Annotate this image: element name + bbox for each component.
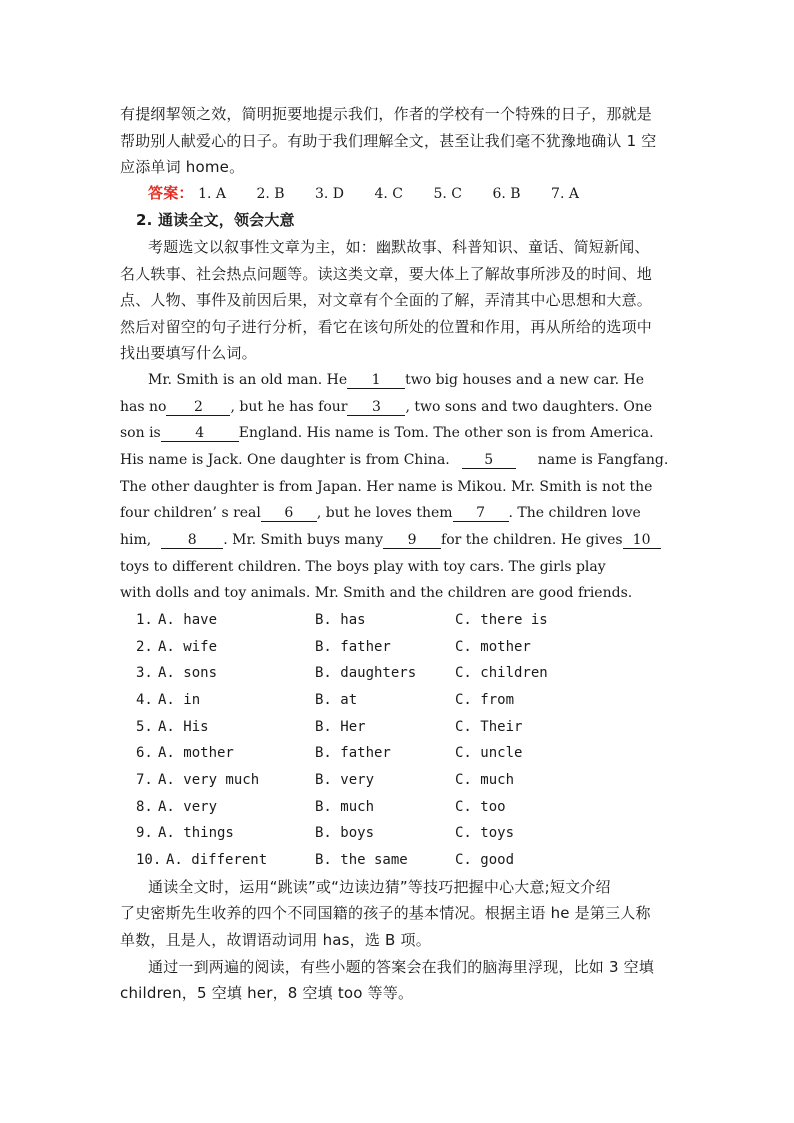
passage-text: for the children. He gives — [441, 532, 623, 548]
option-number: 9. — [136, 825, 153, 841]
option-a: A. things — [158, 825, 234, 841]
option-b: B. boys — [315, 825, 375, 841]
option-b: B. father — [315, 745, 391, 761]
option-a: A. in — [158, 692, 201, 708]
passage-line-2 — [120, 397, 676, 417]
option-c: C. children — [455, 665, 548, 681]
option-c: C. there is — [455, 612, 548, 628]
option-row — [136, 770, 696, 790]
option-row — [136, 663, 696, 683]
answer-item: 7. A — [551, 186, 579, 202]
option-number: 1. — [136, 612, 153, 628]
passage-text: him, — [120, 532, 152, 548]
passage-text: Mr. Smith is an old man. He — [148, 372, 348, 388]
intro-line-1: 有提纲挈领之效，简明扼要地提示我们，作者的学校有一个特殊的日子，那就是 — [120, 105, 653, 123]
passage-text: name is Fangfang. — [537, 452, 669, 468]
passage-text: . Mr. Smith buys many — [223, 532, 384, 548]
option-b: B. the same — [315, 852, 408, 868]
intro-line-3: 应添单词 home。 — [120, 158, 245, 176]
option-a: A. different — [166, 852, 268, 868]
option-number: 3. — [136, 665, 153, 681]
option-row — [136, 637, 696, 657]
option-row — [136, 717, 696, 737]
option-b: B. has — [315, 612, 366, 628]
option-b: B. Her — [315, 719, 366, 735]
section-para-line: 名人轶事、社会热点问题等。读这类文章，要大体上了解故事所涉及的时间、地 — [120, 265, 653, 283]
passage-text: England. His name is Tom. The other son is from America. — [238, 425, 654, 441]
option-row — [136, 850, 696, 870]
passage-text: two big houses and a new car. He — [405, 372, 645, 388]
option-number: 5. — [136, 719, 153, 735]
passage-text: His name is Jack. One daughter is from China. — [120, 452, 450, 468]
explain-line: 单数，且是人，故谓语动词用 has，选 B 项。 — [120, 931, 431, 949]
blank-8: 8 — [161, 532, 223, 549]
passage-text: has no — [120, 399, 167, 415]
section-para-line: 然后对留空的句子进行分析，看它在该句所处的位置和作用，再从所给的选项中 — [120, 318, 653, 336]
explain-line: children，5 空填 her，8 空填 too 等等。 — [120, 984, 414, 1002]
passage-text: , but he loves them — [316, 505, 453, 521]
passage-line-6 — [120, 503, 676, 523]
blank-10: 10 — [623, 532, 661, 549]
option-b: B. daughters — [315, 665, 417, 681]
option-c: C. much — [455, 772, 515, 788]
option-number: 4. — [136, 692, 153, 708]
option-b: B. very — [315, 772, 375, 788]
passage-line-5: The other daughter is from Japan. Her name is Mikou. Mr. Smith is not the — [120, 479, 653, 495]
option-b: B. father — [315, 639, 391, 655]
option-number: 7. — [136, 772, 153, 788]
option-number: 2. — [136, 639, 153, 655]
option-c: C. mother — [455, 639, 531, 655]
option-a: A. wife — [158, 639, 218, 655]
passage-line-7 — [120, 530, 676, 550]
answer-item: 3. D — [315, 186, 345, 202]
explain-line: 通过一到两遍的阅读，有些小题的答案会在我们的脑海里浮现，比如 3 空填 — [148, 958, 655, 976]
explain-line: 了史密斯先生收养的四个不同国籍的孩子的基本情况。根据主语 he 是第三人称 — [120, 904, 651, 922]
option-row — [136, 743, 696, 763]
option-row — [136, 797, 696, 817]
answer-item: 1. A — [198, 186, 226, 202]
section-heading: 2. 通读全文，领会大意 — [136, 211, 295, 229]
blank-2: 2 — [166, 399, 230, 416]
blank-4: 4 — [161, 425, 239, 442]
passage-line-3 — [120, 423, 676, 443]
option-c: C. good — [455, 852, 515, 868]
option-number: 8. — [136, 799, 153, 815]
blank-3: 3 — [347, 399, 405, 416]
answer-item: 5. C — [433, 186, 463, 202]
answer-item: 6. B — [492, 186, 521, 202]
explain-line: 通读全文时，运用“跳读”或“边读边猜”等技巧把握中心大意;短文介绍 — [148, 878, 611, 896]
option-c: C. toys — [455, 825, 515, 841]
passage-text: . The children love — [508, 505, 641, 521]
option-b: B. much — [315, 799, 375, 815]
option-a: A. very — [158, 799, 218, 815]
option-row — [136, 610, 696, 630]
blank-9: 9 — [383, 532, 441, 549]
option-a: A. mother — [158, 745, 234, 761]
answer-label: 答案： — [148, 184, 194, 202]
option-row — [136, 823, 696, 843]
option-c: C. too — [455, 799, 506, 815]
blank-6: 6 — [261, 505, 317, 522]
blank-1: 1 — [347, 372, 405, 389]
intro-line-2: 帮助别人献爱心的日子。有助于我们理解全文，甚至让我们毫不犹豫地确认 1 空 — [120, 132, 657, 150]
passage-line-4 — [120, 450, 676, 470]
option-number: 6. — [136, 745, 153, 761]
passage-text: son is — [120, 425, 161, 441]
option-number: 10. — [136, 852, 162, 868]
option-b: B. at — [315, 692, 358, 708]
option-a: A. His — [158, 719, 209, 735]
passage-line-8: toys to different children. The boys play with toy cars. The girls play — [120, 559, 606, 575]
section-para-line: 考题选文以叙事性文章为主，如：幽默故事、科普知识、童话、简短新闻、 — [148, 238, 650, 256]
answer-item: 2. B — [256, 186, 285, 202]
option-a: A. have — [158, 612, 218, 628]
answer-item: 4. C — [374, 186, 404, 202]
section-para-line: 找出要填写什么词。 — [120, 344, 257, 362]
option-row — [136, 690, 696, 710]
answer-row — [148, 183, 688, 204]
section-para-line: 点、人物、事件及前因后果，对文章有个全面的了解，弄清其中心思想和大意。 — [120, 291, 653, 309]
option-c: C. from — [455, 692, 515, 708]
option-c: C. Their — [455, 719, 523, 735]
passage-line-9: with dolls and toy animals. Mr. Smith and the children are good friends. — [120, 585, 633, 601]
passage-line-1 — [148, 370, 704, 390]
option-a: A. very much — [158, 772, 260, 788]
blank-5: 5 — [462, 452, 516, 469]
passage-text: , but he has four — [230, 399, 348, 415]
option-a: A. sons — [158, 665, 218, 681]
passage-text: , two sons and two daughters. One — [405, 399, 653, 415]
blank-7: 7 — [453, 505, 509, 522]
option-c: C. uncle — [455, 745, 523, 761]
passage-text: four children’ s real — [120, 505, 261, 521]
